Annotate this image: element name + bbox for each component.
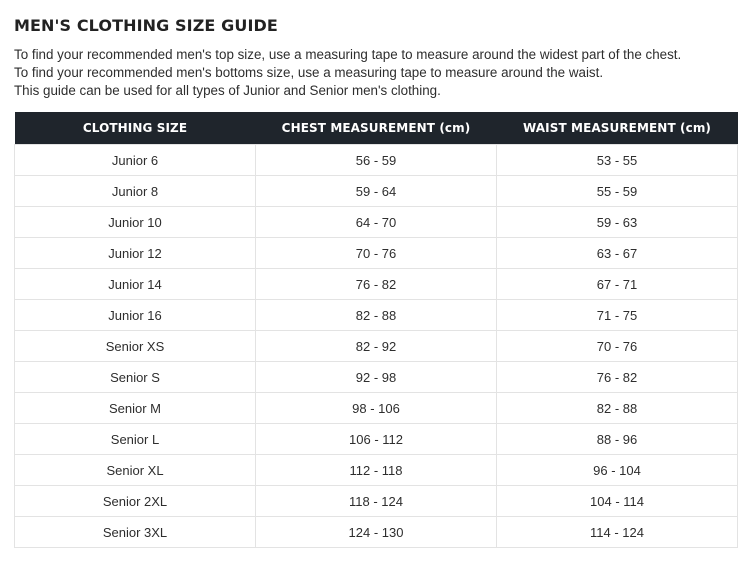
- chest-cell: 106 - 112: [256, 424, 497, 455]
- size-cell: Senior S: [15, 362, 256, 393]
- chest-cell: 82 - 92: [256, 331, 497, 362]
- table-row: [15, 145, 738, 176]
- size-cell: Senior M: [15, 393, 256, 424]
- chest-cell: 56 - 59: [256, 145, 497, 176]
- size-guide: [14, 14, 737, 540]
- table-row: [15, 393, 738, 424]
- intro-line-top-size: To find your recommended men's top size, use a measuring tape to measure around the widest part of the chest.: [14, 47, 682, 62]
- table-row: [15, 455, 738, 486]
- waist-cell: 63 - 67: [497, 238, 738, 269]
- size-cell: Senior 3XL: [15, 517, 256, 548]
- header-chest-measurement: CHEST MEASUREMENT (cm): [256, 112, 497, 145]
- waist-cell: 76 - 82: [497, 362, 738, 393]
- size-table: [14, 112, 738, 548]
- chest-cell: 112 - 118: [256, 455, 497, 486]
- intro-text: [14, 46, 737, 100]
- header-clothing-size: CLOTHING SIZE: [15, 112, 256, 145]
- chest-cell: 92 - 98: [256, 362, 497, 393]
- waist-cell: 82 - 88: [497, 393, 738, 424]
- waist-cell: 96 - 104: [497, 455, 738, 486]
- chest-cell: 118 - 124: [256, 486, 497, 517]
- waist-cell: 70 - 76: [497, 331, 738, 362]
- chest-cell: 59 - 64: [256, 176, 497, 207]
- waist-cell: 67 - 71: [497, 269, 738, 300]
- chest-cell: 82 - 88: [256, 300, 497, 331]
- page-title: MEN'S CLOTHING SIZE GUIDE: [14, 16, 278, 35]
- waist-cell: 59 - 63: [497, 207, 738, 238]
- table-header-row: [15, 112, 738, 145]
- chest-cell: 98 - 106: [256, 393, 497, 424]
- size-cell: Junior 8: [15, 176, 256, 207]
- size-cell: Junior 10: [15, 207, 256, 238]
- table-row: [15, 424, 738, 455]
- table-row: [15, 362, 738, 393]
- size-cell: Junior 12: [15, 238, 256, 269]
- size-cell: Junior 16: [15, 300, 256, 331]
- intro-line-bottoms-size: To find your recommended men's bottoms size, use a measuring tape to measure around the waist.: [14, 65, 604, 80]
- size-cell: Junior 6: [15, 145, 256, 176]
- waist-cell: 104 - 114: [497, 486, 738, 517]
- size-cell: Senior XS: [15, 331, 256, 362]
- size-cell: Senior L: [15, 424, 256, 455]
- chest-cell: 64 - 70: [256, 207, 497, 238]
- intro-line-usage: This guide can be used for all types of Junior and Senior men's clothing.: [14, 83, 441, 98]
- size-cell: Senior 2XL: [15, 486, 256, 517]
- table-row: [15, 300, 738, 331]
- chest-cell: 76 - 82: [256, 269, 497, 300]
- waist-cell: 88 - 96: [497, 424, 738, 455]
- waist-cell: 55 - 59: [497, 176, 738, 207]
- size-cell: Junior 14: [15, 269, 256, 300]
- size-cell: Senior XL: [15, 455, 256, 486]
- table-row: [15, 269, 738, 300]
- table-row: [15, 176, 738, 207]
- table-row: [15, 486, 738, 517]
- waist-cell: 71 - 75: [497, 300, 738, 331]
- header-waist-measurement: WAIST MEASUREMENT (cm): [497, 112, 738, 145]
- table-row: [15, 207, 738, 238]
- chest-cell: 124 - 130: [256, 517, 497, 548]
- table-body: [15, 145, 738, 548]
- table-row: [15, 331, 738, 362]
- waist-cell: 53 - 55: [497, 145, 738, 176]
- chest-cell: 70 - 76: [256, 238, 497, 269]
- waist-cell: 114 - 124: [497, 517, 738, 548]
- table-row: [15, 238, 738, 269]
- table-row: [15, 517, 738, 548]
